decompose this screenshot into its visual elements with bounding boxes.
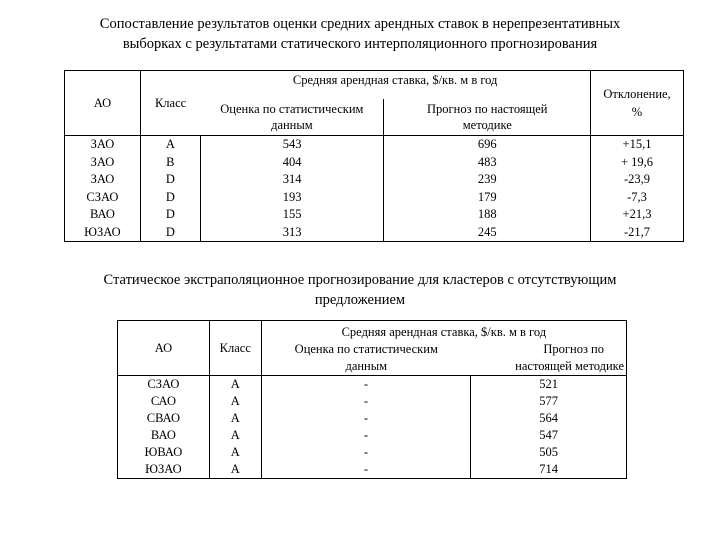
t2-cell-class: A: [209, 410, 261, 427]
t2-header-forecast-l2: настоящей методике: [515, 359, 624, 373]
t2-cell-ao: СВАО: [118, 410, 210, 427]
table1-title: [30, 14, 690, 54]
t1-cell-deviation: + 19,6: [591, 154, 684, 172]
t2-header-ao: АО: [118, 321, 210, 376]
t1-cell-class: D: [140, 171, 200, 189]
t1-header-deviation: [591, 71, 684, 136]
t2-cell-forecast: 521: [471, 376, 627, 394]
t1-cell-stat: 543: [200, 136, 384, 154]
t2-header-stat: [261, 341, 471, 376]
t2-cell-stat: -: [261, 444, 471, 461]
t2-cell-stat: -: [261, 393, 471, 410]
t1-header-forecast: [384, 99, 591, 136]
t2-cell-ao: ЮЗАО: [118, 461, 210, 479]
table2-title: [50, 270, 670, 310]
t2-cell-forecast: 564: [471, 410, 627, 427]
t1-cell-stat: 404: [200, 154, 384, 172]
t1-cell-ao: ЗАО: [65, 136, 141, 154]
t1-cell-deviation: +21,3: [591, 206, 684, 224]
t2-cell-ao: ЮВАО: [118, 444, 210, 461]
t1-header-stat-l1: Оценка по статистическим: [220, 102, 364, 116]
table1-title-line2: выборках с результатами статического интерполяционного прогнозирования: [122, 36, 598, 52]
t2-cell-class: A: [209, 376, 261, 394]
t1-cell-forecast: 179: [384, 189, 591, 207]
t1-header-avg-rate: Средняя арендная ставка, $/кв. м в год: [200, 71, 590, 100]
table1-title-line1: Сопоставление результатов оценки средних арендных ставок в нерепрезентативных: [99, 16, 621, 32]
t1-cell-stat: 313: [200, 224, 384, 242]
t1-cell-ao: СЗАО: [65, 189, 141, 207]
t1-header-ao: АО: [65, 71, 141, 136]
table-row: [65, 189, 684, 207]
t1-cell-forecast: 239: [384, 171, 591, 189]
t1-cell-ao: ЗАО: [65, 171, 141, 189]
t1-cell-ao: ВАО: [65, 206, 141, 224]
t1-cell-ao: ЮЗАО: [65, 224, 141, 242]
t1-cell-forecast: 245: [384, 224, 591, 242]
t1-cell-class: D: [140, 189, 200, 207]
t2-header-forecast: [471, 341, 627, 376]
t1-cell-forecast: 696: [384, 136, 591, 154]
t2-cell-stat: -: [261, 461, 471, 479]
t2-cell-forecast: 547: [471, 427, 627, 444]
t1-cell-class: B: [140, 154, 200, 172]
t2-cell-class: A: [209, 461, 261, 479]
t2-cell-stat: -: [261, 410, 471, 427]
table-row: [118, 410, 627, 427]
t2-cell-ao: САО: [118, 393, 210, 410]
t1-header-stat-l2: данным: [271, 118, 313, 132]
t1-cell-class: D: [140, 206, 200, 224]
t2-cell-class: A: [209, 393, 261, 410]
table-row: [118, 427, 627, 444]
t2-cell-forecast: 714: [471, 461, 627, 479]
t2-cell-class: A: [209, 444, 261, 461]
t2-cell-forecast: 505: [471, 444, 627, 461]
table-row: [65, 154, 684, 172]
t1-header-stat: [200, 99, 384, 136]
t1-cell-deviation: +15,1: [591, 136, 684, 154]
t1-header-class: Класс: [140, 71, 200, 136]
t2-header-stat-l1: Оценка по статистическим: [294, 342, 438, 356]
table2-title-line1: Статическое экстраполяционное прогнозирование для кластеров с отсутствующим: [103, 272, 617, 288]
t1-header-forecast-l2: методике: [462, 118, 512, 132]
table-row: [65, 206, 684, 224]
table-row: [118, 376, 627, 394]
table2-title-line2: предложением: [314, 292, 406, 308]
t1-header-deviation-l1: Отклонение,: [603, 87, 671, 101]
t1-cell-class: D: [140, 224, 200, 242]
table-row: [65, 224, 684, 242]
table-row: [65, 171, 684, 189]
t1-cell-stat: 155: [200, 206, 384, 224]
t1-cell-stat: 193: [200, 189, 384, 207]
t1-cell-ao: ЗАО: [65, 154, 141, 172]
comparison-table: [64, 70, 684, 242]
t1-cell-deviation: -21,7: [591, 224, 684, 242]
table-row: [118, 393, 627, 410]
t2-cell-stat: -: [261, 427, 471, 444]
t1-header-deviation-l2: %: [631, 105, 643, 119]
t2-cell-stat: -: [261, 376, 471, 394]
extrapolation-table: [117, 320, 627, 479]
table-row: [118, 444, 627, 461]
t2-header-avg-rate: Средняя арендная ставка, $/кв. м в год: [261, 321, 626, 342]
table-row: [118, 461, 627, 479]
t1-header-forecast-l1: Прогноз по настоящей: [427, 102, 548, 116]
t2-header-class: Класс: [209, 321, 261, 376]
t2-header-forecast-l1: Прогноз по: [543, 342, 604, 356]
t1-cell-deviation: -7,3: [591, 189, 684, 207]
table-row: [65, 136, 684, 154]
t1-cell-forecast: 188: [384, 206, 591, 224]
t2-cell-forecast: 577: [471, 393, 627, 410]
t2-header-stat-l2: данным: [345, 359, 388, 373]
t1-cell-class: A: [140, 136, 200, 154]
t1-cell-stat: 314: [200, 171, 384, 189]
t1-cell-deviation: -23,9: [591, 171, 684, 189]
t2-cell-ao: ВАО: [118, 427, 210, 444]
t1-cell-forecast: 483: [384, 154, 591, 172]
t2-cell-ao: СЗАО: [118, 376, 210, 394]
t2-cell-class: A: [209, 427, 261, 444]
